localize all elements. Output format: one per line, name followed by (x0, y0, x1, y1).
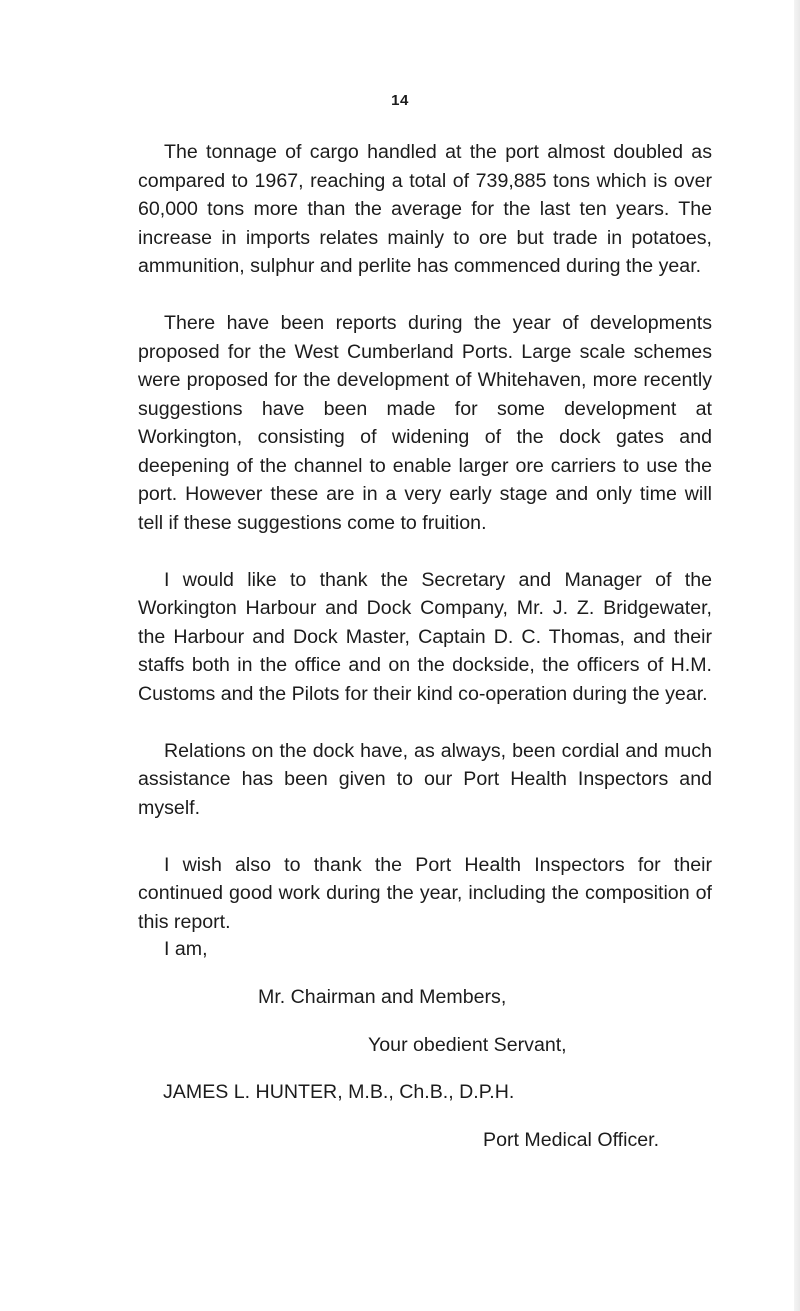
page-edge (794, 0, 800, 1311)
paragraph-acknowledgements: I would like to thank the Secretary and Manager of the Workington Harbour and Dock Company, Mr. J. Z. Bridgewater, the Harbour and Dock Master, Captain D. C. Thomas, and their staffs both in the office and on the dockside, the officers of H.M. Customs and the Pilots for their kind co-operation during the year. (138, 568, 712, 705)
paragraph-port-developments: There have been reports during the year of developments proposed for the West Cumberland Ports. Large scale schemes were proposed for the development of Whitehaven, more recently suggestions have been made for some development at Workington, consisting of widening of the dock gates and deepening of the channel to enable larger ore carriers to use the port. However these are in a very early stage and only time will tell if these suggestions come to fruition. (138, 312, 712, 534)
paragraph-dock-relations: Relations on the dock have, as always, been cordial and much assistance has been given to our Port Health Inspectors and myself. (138, 739, 712, 819)
paragraph-inspectors-thanks: I wish also to thank the Port Health Inspectors for their continued good work during the year, including the composition of this report. (138, 853, 712, 933)
signatory-name: JAMES L. HUNTER, M.B., Ch.B., D.P.H. (163, 1081, 515, 1103)
report-body (138, 138, 712, 965)
closing-salutation: I am, (164, 938, 208, 960)
closing-addressee: Mr. Chairman and Members, (258, 986, 507, 1008)
paragraph-cargo-tonnage: The tonnage of cargo handled at the port almost doubled as compared to 1967, reaching a total of 739,885 tons which is over 60,000 tons more than the average for the last ten years. The increase in imports relates mainly to ore but trade in potatoes, ammunition, sulphur and perlite has commenced during the year. (138, 141, 712, 277)
signatory-position: Port Medical Officer. (483, 1129, 660, 1151)
page-number: 14 (391, 92, 409, 109)
closing-valediction: Your obedient Servant, (368, 1034, 567, 1056)
